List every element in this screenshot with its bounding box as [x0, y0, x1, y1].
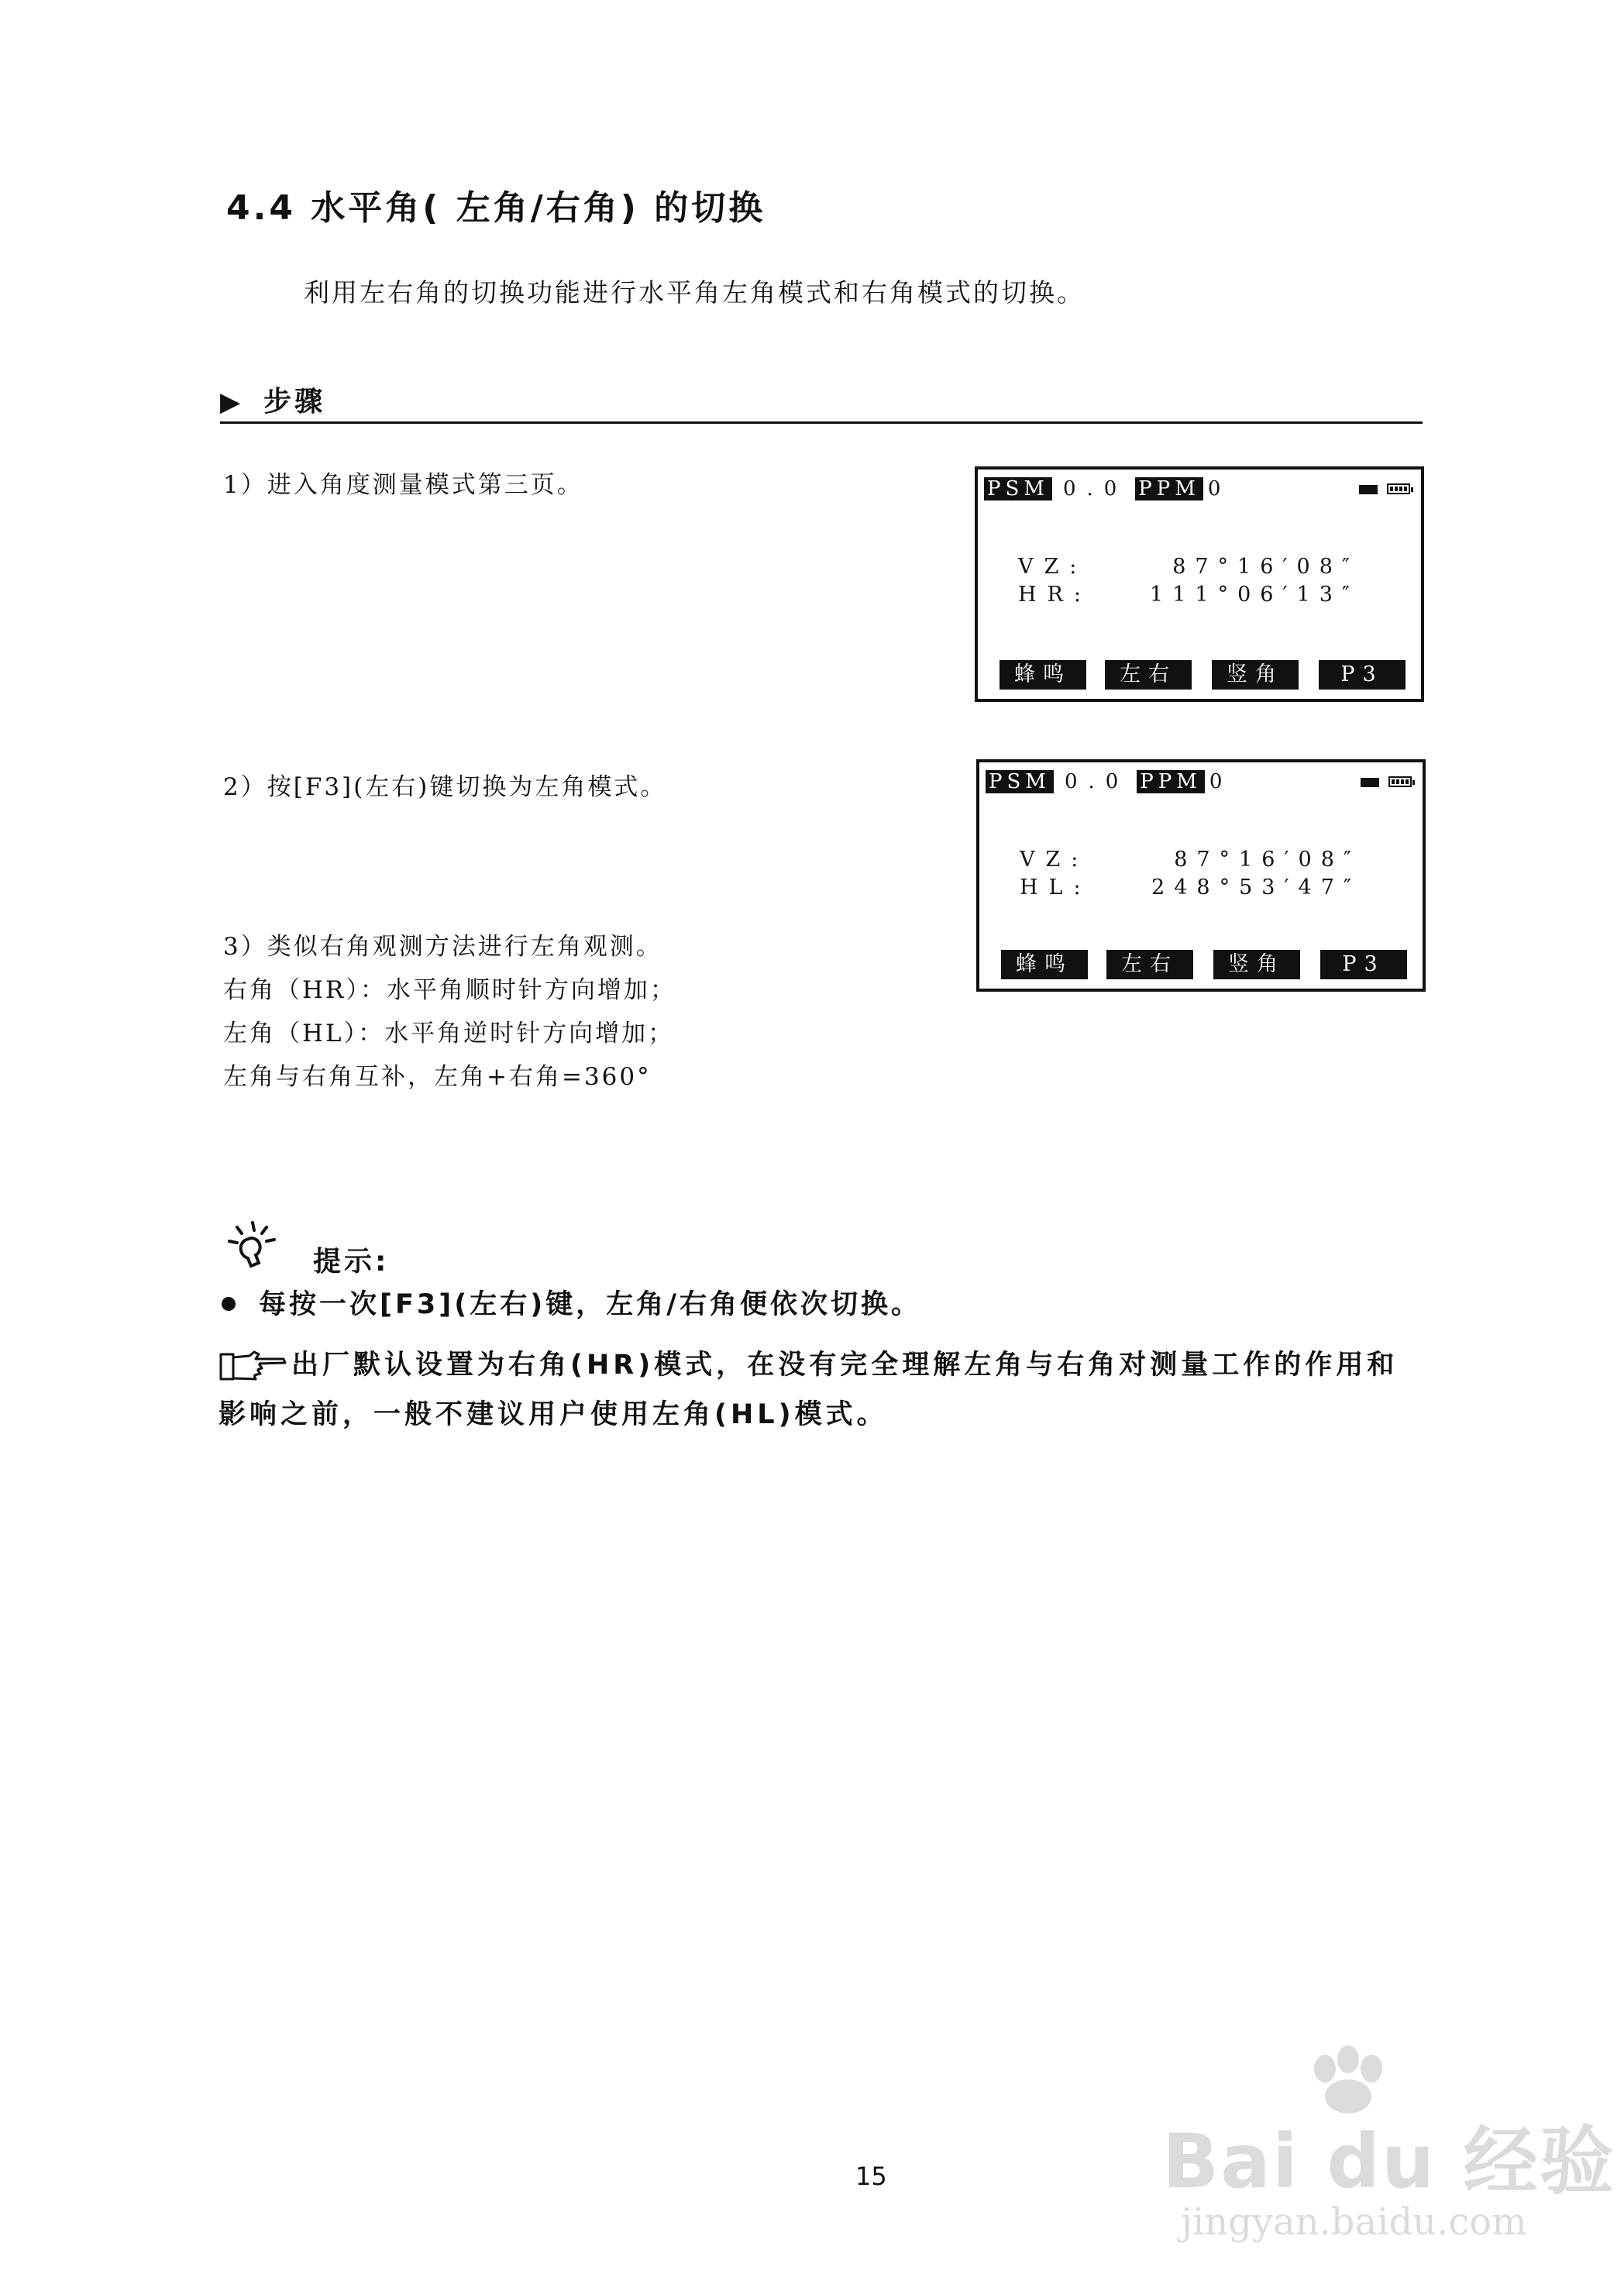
- watermark: [1162, 2045, 1615, 2247]
- divider: [220, 421, 1423, 424]
- steps-header: [220, 380, 325, 419]
- softkey-f1[interactable]: 蜂鸣: [1001, 950, 1088, 979]
- readout-value: 248°53′47″: [1151, 875, 1361, 899]
- bullet-dot: [222, 1297, 236, 1311]
- pointing-hand-icon: [218, 1350, 288, 1382]
- ppm-value: 0: [1209, 770, 1223, 793]
- readout-value: 111°06′13″: [1150, 583, 1359, 607]
- softkey-f1[interactable]: 蜂鸣: [1000, 660, 1086, 690]
- step-3-line: 左角与右角互补，左角+右角=360°: [223, 1063, 652, 1091]
- section-intro: 利用左右角的切换功能进行水平角左角模式和右角模式的切换。: [304, 277, 1085, 308]
- signal-icon: [1359, 485, 1378, 494]
- section-heading: 4.4 水平角( 左角/右角) 的切换: [226, 188, 766, 228]
- psm-label: PSM: [984, 477, 1052, 500]
- tip-title: 提示:: [313, 1246, 390, 1278]
- step-1: 1）进入角度测量模式第三页。: [223, 471, 583, 499]
- tip-note: [218, 1340, 1427, 1440]
- ppm-value: 0: [1207, 477, 1221, 500]
- battery-icon: [1388, 776, 1412, 787]
- page-number: 15: [855, 2162, 887, 2191]
- triangle-marker-icon: ▶: [220, 387, 244, 418]
- step-2: 2）按[F3](左右)键切换为左角模式。: [223, 773, 667, 801]
- readout-value: 87°16′08″: [1174, 848, 1361, 872]
- readout-label: HL:: [1020, 875, 1092, 899]
- readout-label: HR:: [1018, 583, 1092, 607]
- step-3-line: 右角（HR）：水平角顺时针方向增加；: [223, 976, 676, 1004]
- step-3: [223, 925, 676, 1099]
- psm-value: 0.0: [1062, 477, 1128, 500]
- steps-title: 步骤: [263, 386, 326, 418]
- status-line: [986, 770, 1222, 793]
- ppm-label: PPM: [1135, 477, 1203, 500]
- softkey-f2[interactable]: 左右: [1106, 950, 1193, 979]
- signal-icon: [1361, 778, 1379, 787]
- step-3-line: 左角（HL）：水平角逆时针方向增加；: [223, 1020, 675, 1047]
- instrument-screen-1: [975, 466, 1424, 702]
- instrument-screen-2: [976, 759, 1426, 992]
- ppm-label: PPM: [1137, 770, 1205, 793]
- watermark-brand: Bai du 经验: [1162, 2118, 1615, 2205]
- softkey-f3[interactable]: 竖角: [1212, 660, 1299, 690]
- softkey-f3[interactable]: 竖角: [1213, 950, 1300, 979]
- step-3-line: 3）类似右角观测方法进行左角观测。: [223, 933, 662, 961]
- battery-icon: [1387, 483, 1410, 494]
- readout-value: 87°16′08″: [1172, 555, 1359, 579]
- readout-label: VZ:: [1018, 555, 1088, 579]
- tip-note-text: 出厂默认设置为右角(HR)模式，在没有完全理解左角与右角对测量工作的作用和影响之前，一般不建议用户使用左角(HL)模式。: [218, 1350, 1399, 1430]
- status-line: [984, 477, 1220, 500]
- softkey-bar: [1001, 950, 1412, 979]
- softkey-f4[interactable]: P3: [1320, 950, 1407, 979]
- softkey-f2[interactable]: 左右: [1105, 660, 1192, 690]
- readout-label: VZ:: [1020, 848, 1089, 872]
- tip-bullet-text: 每按一次[F3](左右)键，左角/右角便依次切换。: [259, 1289, 922, 1320]
- lightbulb-icon: [225, 1216, 287, 1271]
- psm-label: PSM: [986, 770, 1054, 793]
- tip-bullet: [218, 1283, 921, 1322]
- psm-value: 0.0: [1064, 770, 1130, 793]
- softkey-f4[interactable]: P3: [1319, 660, 1406, 690]
- softkey-bar: [1000, 660, 1410, 690]
- watermark-url: jingyan.baidu.com: [1181, 2200, 1527, 2244]
